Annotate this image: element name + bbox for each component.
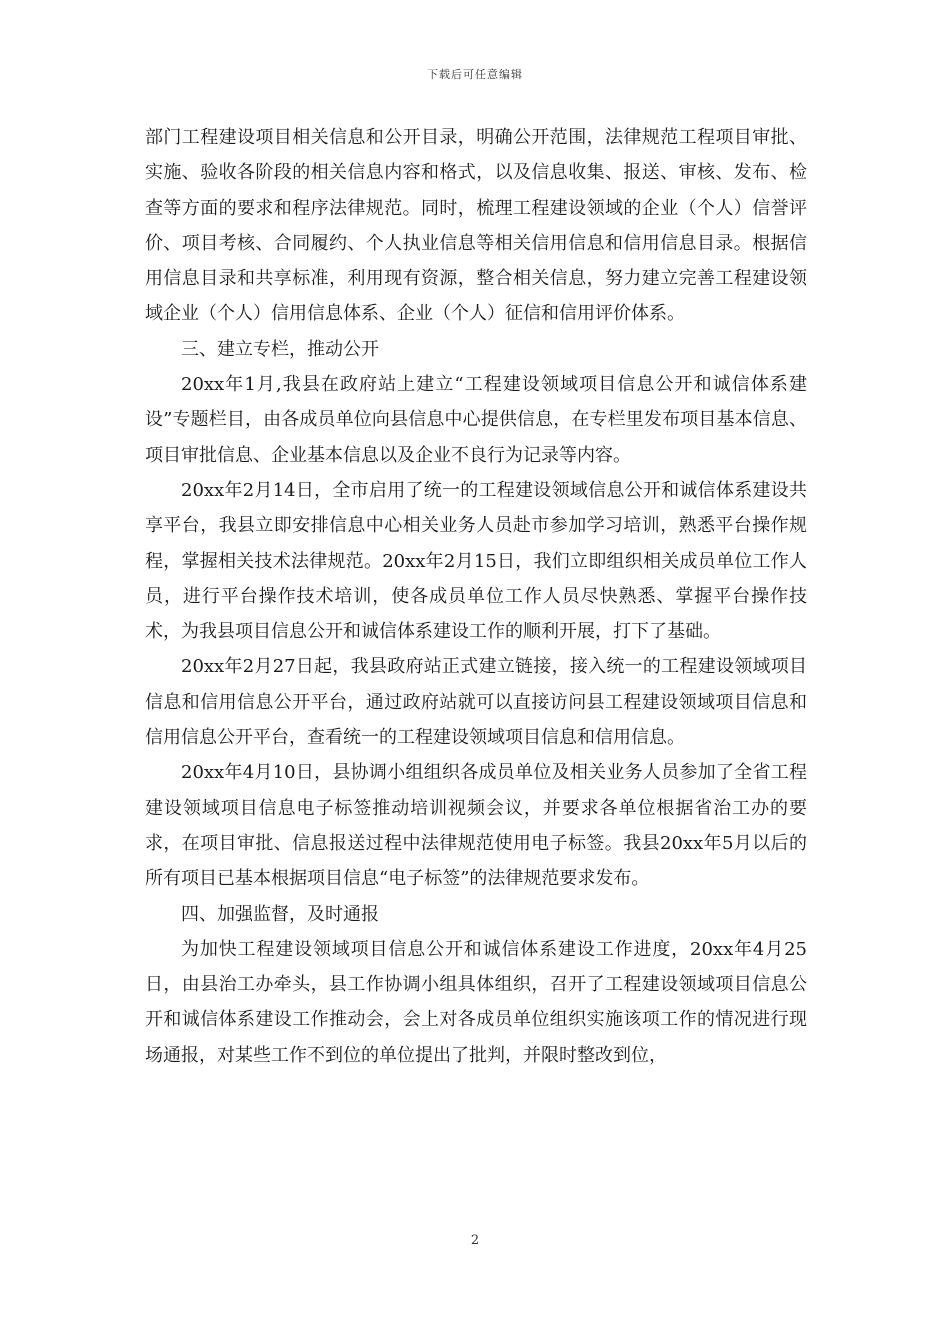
paragraph: 20xx年2月14日，全市启用了统一的工程建设领域信息公开和诚信体系建设共享平台，我县立即安排信息中心相关业务人员赴市参加学习培训，熟悉平台操作规程，掌握相关技术法律规范。20xx年2月15日，我们立即组织相关成员单位工作人员，进行平台操作技术培训，使各成员单位工作人员尽快熟悉、掌握平台操作技术，为我县项目信息公开和诚信体系建设工作的顺利开展，打下了基础。 [145, 479, 807, 643]
paragraph: 20xx年2月27日起，我县政府站正式建立链接，接入统一的工程建设领域项目信息和信用信息公开平台，通过政府站就可以直接访问县工程建设领域项目信息和信用信息公开平台，查看统一的工程建设领域项目信息和信用信息。 [145, 656, 807, 749]
section-heading-3: 三、建立专栏，推动公开 [181, 338, 379, 360]
paragraph-continuation: 部门工程建设项目相关信息和公开目录，明确公开范围，法律规范工程项目审批、实施、验收各阶段的相关信息内容和格式，以及信息收集、报送、审核、发布、检查等方面的要求和程序法律规范。同时，梳理工程建设领域的企业（个人）信誉评价、项目考核、合同履约、个人执业信息等相关信用信息和信用信息目录。根据信用信息目录和共享标准，利用现有资源，整合相关信息，努力建立完善工程建设领域企业（个人）信用信息体系、企业（个人）征信和信用评价体系。 [145, 127, 807, 325]
paragraph: 为加快工程建设领域项目信息公开和诚信体系建设工作进度，20xx年4月25日，由县治工办牵头，县工作协调小组具体组织，召开了工程建设领域项目信息公开和诚信体系建设工作推动会，会上对各成员单位组织实施该项工作的情况进行现场通报，对某些工作不到位的单位提出了批判，并限时整改到位， [145, 938, 807, 1066]
page-number: 2 [470, 1233, 480, 1248]
paragraph: 20xx年4月10日，县协调小组组织各成员单位及相关业务人员参加了全省工程建设领域项目信息电子标签推动培训视频会议，并要求各单位根据省治工办的要求，在项目审批、信息报送过程中法律规范使用电子标签。我县20xx年5月以后的所有项目已基本根据项目信息“电子标签”的法律规范要求发布。 [145, 762, 807, 890]
document-body [145, 120, 807, 1073]
paragraph: 20xx年1月,我县在政府站上建立“工程建设领域项目信息公开和诚信体系建设”专题栏目，由各成员单位向县信息中心提供信息，在专栏里发布项目基本信息、项目审批信息、企业基本信息以及企业不良行为记录等内容。 [145, 374, 807, 466]
section-heading-4: 四、加强监督，及时通报 [181, 903, 379, 925]
page-header: 下载后可任意编辑 [427, 68, 523, 81]
